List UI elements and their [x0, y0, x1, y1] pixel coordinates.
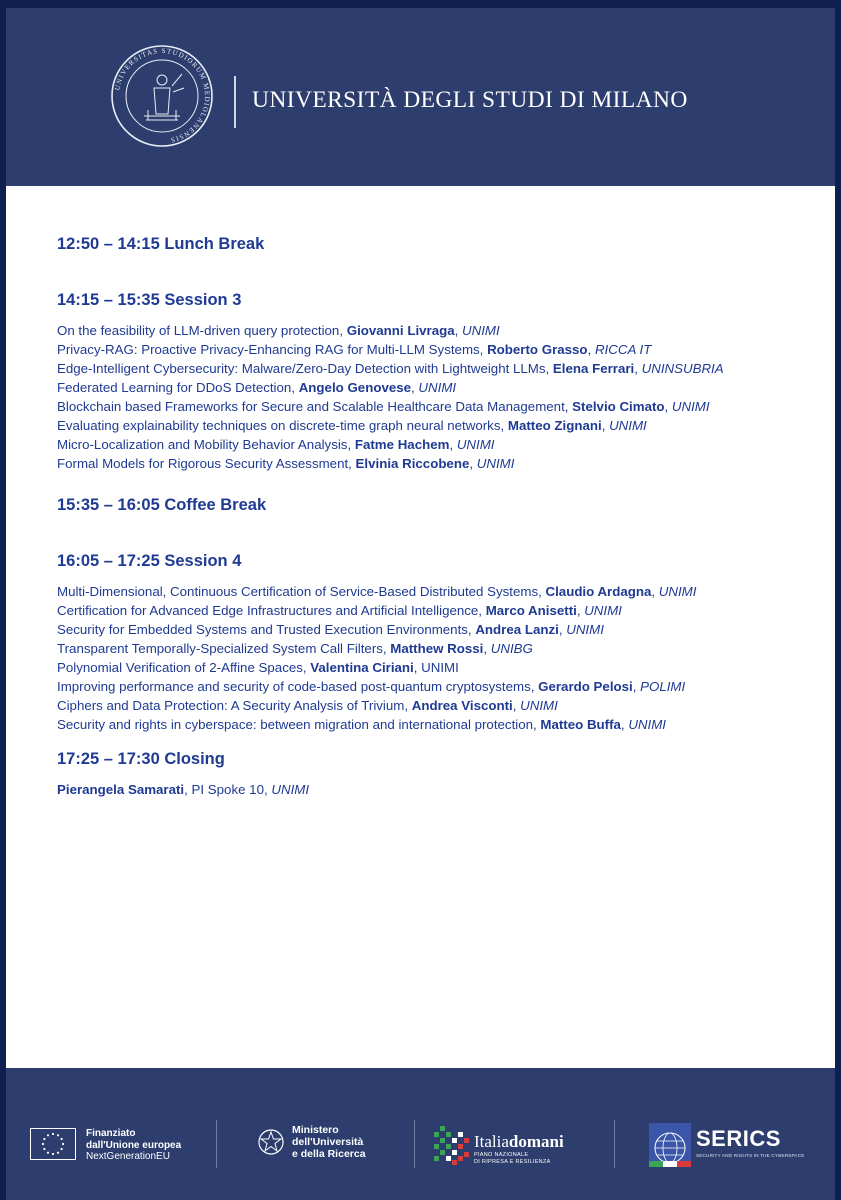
talk-item: Improving performance and security of code-based post-quantum cryptosystems, Gerardo Pelosi, POLIMI: [57, 679, 686, 694]
footer-separator: [614, 1120, 615, 1168]
talk-item: Federated Learning for DDoS Detection, Angelo Genovese, UNIMI: [57, 380, 457, 395]
italia-pixel-flag-icon: [432, 1124, 472, 1166]
talk-speaker: Elena Ferrari: [552, 361, 635, 376]
footer-separator: [216, 1120, 217, 1168]
talk-speaker: Andrea Lanzi: [475, 622, 559, 637]
talk-affiliation: UNIMI: [609, 418, 647, 433]
talk-item: Evaluating explainability techniques on discrete-time graph neural networks, Matteo Zignani, UNIMI: [57, 418, 647, 433]
talk-title: Polynomial Verification of 2-Affine Spaces,: [57, 660, 311, 675]
talk-item: Certification for Advanced Edge Infrastructures and Artificial Intelligence, Marco Anisetti, UNIMI: [57, 603, 622, 618]
talk-affiliation: UNIMI: [566, 622, 604, 637]
talk-speaker: Matthew Rossi: [390, 641, 484, 656]
seal-lettering: UNIVERSITAS STUDIORUM MEDIOLANENSIS: [113, 46, 212, 145]
talk-item: Multi-Dimensional, Continuous Certification of Service-Based Distributed Systems, Claudio Ardagna, UNIMI: [57, 584, 697, 599]
university-name: UNIVERSITÀ DEGLI STUDI DI MILANO: [252, 87, 688, 113]
talk-title: Federated Learning for DDoS Detection,: [57, 380, 299, 395]
talk-speaker: Roberto Grasso: [487, 342, 588, 357]
talk-affiliation: POLIMI: [640, 679, 686, 694]
coffee-heading: 15:35 – 16:05 Coffee Break: [57, 496, 267, 514]
talk-item: Edge-Intelligent Cybersecurity: Malware/Zero-Day Detection with Lightweight LLMs, Elena Ferrari, UNINSUBRIA: [57, 361, 724, 376]
ministry-logo: [256, 1124, 396, 1164]
talk-title: Micro-Localization and Mobility Behavior Analysis,: [57, 437, 355, 452]
talk-affiliation: UNIMI: [462, 323, 500, 338]
footer-separator: [414, 1120, 415, 1168]
talk-affiliation: UNIMI: [456, 437, 495, 452]
serics-name: SERICS: [696, 1126, 781, 1151]
talk-speaker: Marco Anisetti: [485, 603, 577, 618]
talk-item: Security for Embedded Systems and Trusted Execution Environments, Andrea Lanzi, UNIMI: [57, 622, 604, 637]
eu-text-line2: dall'Unione europea: [86, 1139, 182, 1151]
talk-item: Security and rights in cyberspace: between migration and international protection, Matteo Buffa, UNIMI: [57, 717, 666, 732]
talk-title: Evaluating explainability techniques on discrete-time graph neural networks,: [57, 418, 508, 433]
italia-subtitle-line1: PIANO NAZIONALE: [474, 1152, 529, 1158]
talk-title: Formal Models for Rigorous Security Assessment,: [57, 456, 356, 471]
eu-text-line3: NextGenerationEU: [86, 1151, 170, 1162]
ministry-text-line1: Ministero: [292, 1124, 339, 1136]
talk-affiliation: UNINSUBRIA: [641, 361, 724, 376]
domani-word: domani: [508, 1132, 564, 1151]
talk-speaker: Andrea Visconti: [411, 698, 513, 713]
talk-affiliation: UNIMI: [520, 698, 558, 713]
talk-affiliation: UNIMI: [671, 399, 710, 414]
talk-title: Improving performance and security of code-based post-quantum cryptosystems,: [57, 679, 539, 694]
talk-title: Security and rights in cyberspace: between migration and international protection,: [57, 717, 541, 732]
italia-subtitle-line2: DI RIPRESA E RESILIENZA: [474, 1158, 551, 1165]
talk-item: Ciphers and Data Protection: A Security Analysis of Trivium, Andrea Visconti, UNIMI: [57, 698, 558, 713]
talk-speaker: Gerardo Pelosi: [538, 679, 633, 694]
talk-speaker: Giovanni Livraga: [346, 323, 455, 338]
program-page: [6, 186, 835, 1068]
talk-title: Transparent Temporally-Specialized System Call Filters,: [57, 641, 391, 656]
talk-title: Security for Embedded Systems and Trusted Execution Environments,: [57, 622, 476, 637]
talk-speaker: Valentina Ciriani: [310, 660, 414, 675]
closing-speaker: Pierangela Samarati: [57, 782, 185, 797]
talk-title: Ciphers and Data Protection: A Security Analysis of Trivium,: [57, 698, 412, 713]
talk-title: Multi-Dimensional, Continuous Certification of Service-Based Distributed Systems,: [57, 584, 546, 599]
talk-speaker: Matteo Buffa: [540, 717, 621, 732]
ministry-emblem-icon: [256, 1126, 286, 1158]
eu-text-line1: Finanziato: [86, 1128, 136, 1139]
header-divider: [234, 76, 236, 128]
eu-funding-logo: [30, 1128, 200, 1164]
talk-speaker: Matteo Zignani: [507, 418, 602, 433]
closing-role: , PI Spoke 10,: [184, 782, 272, 797]
talk-speaker: Claudio Ardagna: [545, 584, 652, 599]
talk-title: Edge-Intelligent Cybersecurity: Malware/Zero-Day Detection with Lightweight LLMs,: [57, 361, 553, 376]
italia-domani-logo: [432, 1124, 602, 1168]
talk-speaker: Angelo Genovese: [298, 380, 412, 395]
serics-logo: [648, 1122, 805, 1170]
talk-item: Formal Models for Rigorous Security Assessment, Elvinia Riccobene, UNIMI: [57, 456, 515, 471]
talk-item: Micro-Localization and Mobility Behavior Analysis, Fatme Hachem, UNIMI: [57, 437, 495, 452]
lunch-heading: 12:50 – 14:15 Lunch Break: [57, 235, 265, 253]
svg-text:UNIVERSITAS STUDIORUM MEDIOLAN: [113, 47, 211, 144]
serics-globe-icon: [648, 1122, 692, 1168]
program-content: [57, 234, 827, 799]
talk-affiliation: UNIMI: [584, 603, 622, 618]
closing-item: [57, 780, 827, 799]
talk-affiliation: UNIMI: [476, 456, 515, 471]
talk-affiliation: UNIMI: [658, 584, 697, 599]
eu-flag-icon: [30, 1128, 76, 1160]
talk-item: Privacy-RAG: Proactive Privacy-Enhancing RAG for Multi-LLM Systems, Roberto Grasso, RICCA IT: [57, 342, 652, 357]
talk-affiliation: UNIBG: [490, 641, 533, 656]
talk-title: Privacy-RAG: Proactive Privacy-Enhancing RAG for Multi-LLM Systems,: [57, 342, 488, 357]
talk-affiliation: UNIMI: [421, 660, 459, 675]
session4-talk-list: [57, 582, 827, 734]
closing-heading: 17:25 – 17:30 Closing: [57, 750, 225, 768]
ministry-text-line3: e della Ricerca: [292, 1148, 366, 1160]
serics-tagline: SECURITY AND RIGHTS IN THE CYBERSPACE: [696, 1153, 805, 1158]
talk-affiliation: UNIMI: [628, 717, 666, 732]
talk-affiliation: RICCA IT: [594, 342, 652, 357]
talk-item: Polynomial Verification of 2-Affine Spaces, Valentina Ciriani, UNIMI: [57, 660, 459, 675]
talk-speaker: Stelvio Cimato: [572, 399, 665, 414]
talk-speaker: Elvinia Riccobene: [355, 456, 470, 471]
talk-affiliation: UNIMI: [418, 380, 457, 395]
italia-word: Italia: [474, 1132, 509, 1151]
closing-speaker-line: [57, 780, 827, 799]
university-seal-icon: [110, 44, 214, 148]
talk-title: On the feasibility of LLM-driven query protection,: [57, 323, 347, 338]
talk-title: Blockchain based Frameworks for Secure and Scalable Healthcare Data Management,: [57, 399, 573, 414]
session3-talk-list: [57, 321, 827, 473]
talk-item: Transparent Temporally-Specialized System Call Filters, Matthew Rossi, UNIBG: [57, 641, 533, 656]
closing-affiliation: UNIMI: [271, 782, 310, 797]
talk-speaker: Fatme Hachem: [354, 437, 450, 452]
talk-item: On the feasibility of LLM-driven query protection, Giovanni Livraga, UNIMI: [57, 323, 500, 338]
ministry-text-line2: dell'Università: [292, 1136, 364, 1148]
talk-item: Blockchain based Frameworks for Secure and Scalable Healthcare Data Management, Stelvio Cimato, UNIMI: [57, 399, 710, 414]
talk-title: Certification for Advanced Edge Infrastructures and Artificial Intelligence,: [57, 603, 486, 618]
session3-heading: 14:15 – 15:35 Session 3: [57, 291, 242, 309]
session4-heading: 16:05 – 17:25 Session 4: [57, 552, 242, 570]
